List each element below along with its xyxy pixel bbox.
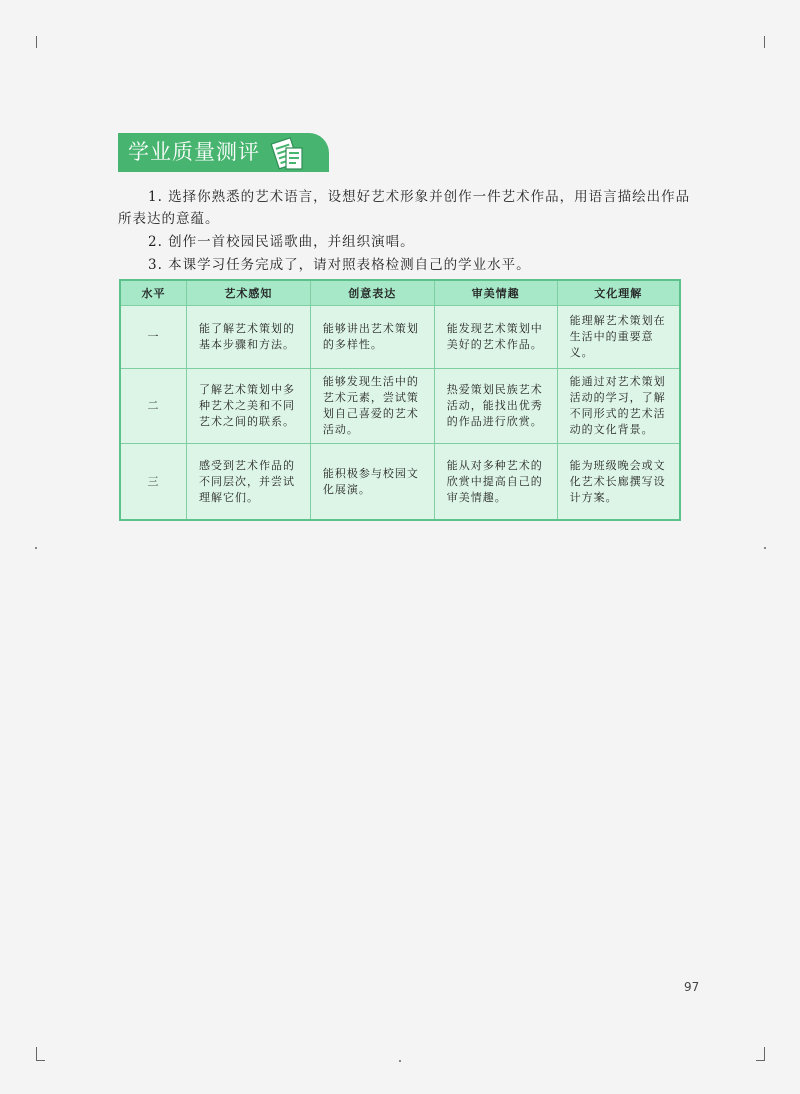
cell-text: 了解艺术策划中多种艺术之美和不同艺术之间的联系。 [198, 383, 295, 428]
table-cell [310, 369, 434, 444]
table-header-row [120, 280, 680, 306]
question-1-line-2: 所表达的意蕴。 [118, 211, 220, 227]
table-row [120, 444, 680, 521]
table-cell [434, 369, 557, 444]
header-cultural-understanding: 文化理解 [557, 280, 680, 306]
table-cell [186, 306, 310, 369]
cell-text: 能通过对艺术策划活动的学习，了解不同形式的艺术活动的文化背景。 [569, 375, 666, 436]
table-cell [557, 444, 680, 521]
table-cell [310, 306, 434, 369]
table-cell [557, 369, 680, 444]
crop-mark [36, 1047, 37, 1061]
header-level: 水平 [120, 280, 186, 306]
cell-text: 能积极参与校园文化展演。 [322, 466, 419, 496]
crop-mark [764, 36, 765, 48]
cell-text: 能够发现生活中的艺术元素，尝试策划自己喜爱的艺术活动。 [322, 375, 419, 436]
cell-text: 能为班级晚会或文化艺术长廊撰写设计方案。 [569, 458, 666, 504]
question-1-line-1: 1. 选择你熟悉的艺术语言，设想好艺术形象并创作一件艺术作品，用语言描绘出作品 [148, 189, 691, 205]
page-number: 97 [684, 980, 700, 994]
rubric-table [119, 279, 681, 521]
cell-text: 能了解艺术策划的基本步骤和方法。 [198, 322, 295, 351]
registration-dot [399, 1060, 401, 1062]
registration-dot [35, 547, 37, 549]
section-header [118, 133, 329, 172]
table-cell [434, 306, 557, 369]
header-art-perception: 艺术感知 [186, 280, 310, 306]
table-cell [434, 444, 557, 521]
cell-text: 感受到艺术作品的不同层次，并尝试理解它们。 [198, 458, 295, 504]
table-row [120, 369, 680, 444]
question-2: 2. 创作一首校园民谣歌曲，并组织演唱。 [148, 234, 415, 250]
cell-text: 能理解艺术策划在生活中的重要意义。 [569, 314, 666, 359]
level-cell: 二 [120, 369, 186, 444]
document-icon [266, 137, 306, 171]
cell-text: 能发现艺术策划中美好的艺术作品。 [446, 322, 543, 351]
cell-text: 能够讲出艺术策划的多样性。 [322, 322, 419, 351]
table-cell [557, 306, 680, 369]
table-cell [310, 444, 434, 521]
level-cell: 三 [120, 444, 186, 521]
table-cell [186, 369, 310, 444]
cell-text: 能从对多种艺术的欣赏中提高自己的审美情趣。 [446, 458, 543, 504]
table-cell [186, 444, 310, 521]
table-row [120, 306, 680, 369]
header-creative-expression: 创意表达 [310, 280, 434, 306]
cell-text: 热爱策划民族艺术活动，能找出优秀的作品进行欣赏。 [446, 383, 543, 428]
registration-dot [764, 547, 766, 549]
crop-mark [36, 1060, 45, 1061]
crop-mark [756, 1060, 765, 1061]
crop-mark [36, 36, 37, 48]
crop-mark [764, 1047, 765, 1061]
question-3: 3. 本课学习任务完成了，请对照表格检测自己的学业水平。 [148, 257, 531, 273]
section-title: 学业质量测评 [128, 140, 260, 164]
header-aesthetic-taste: 审美情趣 [434, 280, 557, 306]
level-cell: 一 [120, 306, 186, 369]
